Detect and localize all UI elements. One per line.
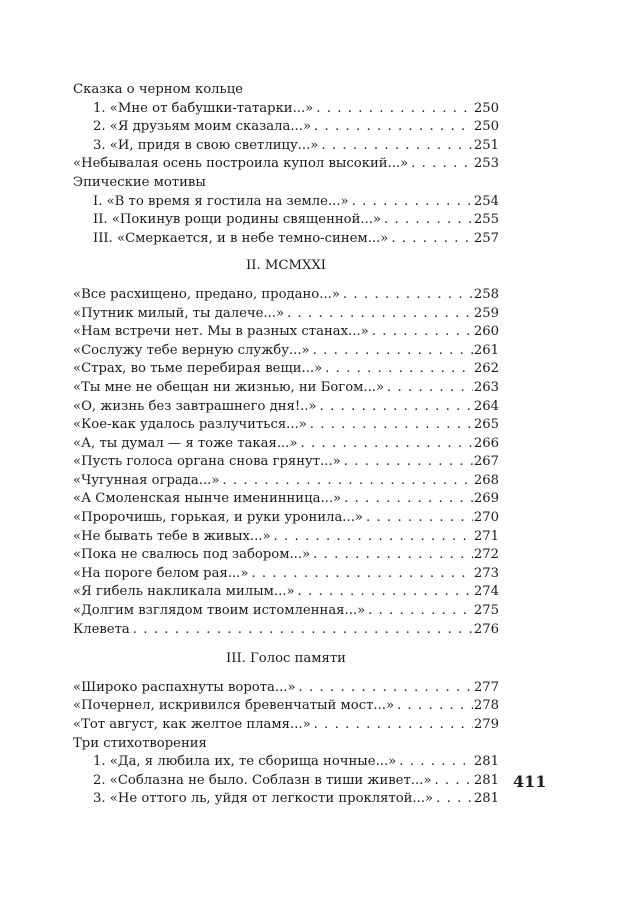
toc-entry	[73, 753, 499, 772]
section-title: II. MCMXXI	[246, 258, 326, 274]
toc-entry-title: «Пока не свалюсь под забором...»	[73, 547, 311, 563]
dot-leader	[310, 416, 473, 435]
toc-entry-title: «Ты мне не обещан ни жизнью, ни Богом...»	[73, 379, 385, 395]
page-number: 411	[513, 772, 547, 791]
toc-entry	[73, 602, 499, 621]
toc-entry-title: Клевета	[73, 621, 130, 637]
toc-entry-page: 267	[473, 454, 499, 470]
toc-entry-title: 1. «Мне от бабушки-татарки...»	[93, 100, 314, 116]
toc-entry	[73, 155, 499, 174]
dot-leader	[387, 379, 473, 398]
toc-entry-title: «Путник милый, ты далече...»	[73, 305, 285, 321]
toc-entry-page: 266	[473, 435, 499, 451]
toc-entry-title: «Я гибель накликала милым...»	[73, 584, 295, 600]
toc-entry-title: I. «В то время я гостила на земле...»	[93, 193, 349, 209]
toc-entry-page: 261	[473, 342, 499, 358]
toc-group	[73, 286, 499, 639]
toc-entry	[73, 583, 499, 602]
toc-entry-title: «Все расхищено, предано, продано...»	[73, 286, 340, 302]
toc-entry	[73, 565, 499, 584]
toc-entry	[73, 342, 499, 361]
toc-entry-title: «Сослужу тебе верную службу...»	[73, 342, 310, 358]
toc-entry-title: «Пусть голоса органа снова грянут...»	[73, 454, 341, 470]
dot-leader	[299, 679, 473, 698]
toc-entry	[73, 100, 499, 119]
toc-entry	[73, 118, 499, 137]
toc-entry-page: 281	[473, 772, 499, 788]
dot-leader	[313, 546, 473, 565]
toc-entry	[73, 679, 499, 698]
toc-entry	[73, 528, 499, 547]
toc-entry-title: 3. «И, придя в свою светлицу...»	[93, 137, 319, 153]
toc-entry-page: 264	[473, 398, 499, 414]
toc-entry	[73, 716, 499, 735]
dot-leader	[344, 453, 473, 472]
toc-entry-title: 2. «Соблазна не было. Соблазн в тиши живет...»	[93, 772, 432, 788]
dot-leader	[436, 790, 473, 809]
toc-entry-page: 257	[473, 230, 499, 246]
toc-entry-page: 278	[473, 698, 499, 714]
toc-entry-page: 251	[473, 137, 499, 153]
toc-entry-page: 263	[473, 379, 499, 395]
toc-entry	[73, 137, 499, 156]
dot-leader	[366, 509, 473, 528]
toc-entry-title: «Не бывать тебе в живых...»	[73, 528, 271, 544]
toc-entry-title: «Почернел, искривился бревенчатый мост...»	[73, 698, 395, 714]
toc-entry	[73, 193, 499, 212]
dot-leader	[251, 565, 472, 584]
toc-entry	[73, 453, 499, 472]
toc-entry-title: «О, жизнь без завтрашнего дня!..»	[73, 398, 317, 414]
dot-leader	[300, 435, 472, 454]
toc-entry	[73, 546, 499, 565]
toc-entry-page: 254	[473, 193, 499, 209]
toc-entry-title: «Тот август, как желтое пламя...»	[73, 717, 311, 732]
toc-entry	[73, 211, 499, 230]
toc-entry-page: 271	[473, 528, 499, 544]
toc-entry-title: «Широко распахнуты ворота...»	[73, 679, 296, 695]
dot-leader	[320, 398, 473, 417]
toc-entry	[73, 360, 499, 379]
dot-leader	[222, 472, 472, 491]
toc-entry	[73, 509, 499, 528]
toc-entry-title: «Страх, во тьме перебирая вещи...»	[73, 361, 323, 377]
toc-group	[73, 679, 499, 735]
toc-entry	[73, 472, 499, 491]
dot-leader	[372, 323, 473, 342]
toc-entry-title: 2. «Я друзьям моим сказала...»	[93, 119, 312, 135]
toc-entry-page: 268	[473, 472, 499, 488]
dot-leader	[344, 490, 473, 509]
toc-entry	[73, 435, 499, 454]
toc-entry	[73, 621, 499, 640]
dot-leader	[352, 193, 473, 212]
toc-entry	[73, 790, 499, 809]
toc-entry-page: 281	[473, 791, 499, 807]
toc-entry-title: «Кое-как удалось разлучиться...»	[73, 417, 307, 433]
toc-entry-title: «На пороге белом рая...»	[73, 565, 249, 581]
toc-entry-title: «Чугунная ограда...»	[73, 472, 220, 488]
dot-leader	[399, 753, 473, 772]
toc-entry	[73, 379, 499, 398]
toc-entry	[73, 490, 499, 509]
toc-entry-page: 260	[473, 324, 499, 340]
dot-leader	[411, 155, 473, 174]
table-of-contents	[73, 81, 499, 809]
toc-entry	[73, 230, 499, 249]
dot-leader	[287, 305, 473, 324]
toc-entry-page: 275	[473, 603, 499, 619]
toc-entry-title: «А, ты думал — я тоже такая...»	[73, 435, 298, 451]
toc-group	[73, 100, 499, 156]
toc-entry-page: 277	[473, 679, 499, 695]
toc-entry-title: 3. «Не оттого ль, уйдя от легкости проклятой...»	[93, 791, 434, 807]
toc-entry-title: «Небывалая осень построила купол высокий...»	[73, 156, 409, 172]
dot-leader	[325, 360, 473, 379]
toc-entry	[73, 305, 499, 324]
toc-heading: Сказка о черном кольце	[73, 82, 243, 97]
dot-leader	[314, 716, 473, 735]
toc-entry-page: 265	[473, 417, 499, 433]
toc-entry-page: 272	[473, 547, 499, 563]
dot-leader	[133, 621, 473, 640]
dot-leader	[313, 342, 473, 361]
dot-leader	[391, 230, 473, 249]
dot-leader	[314, 118, 473, 137]
dot-leader	[397, 697, 473, 716]
toc-entry-page: 250	[473, 119, 499, 135]
toc-heading: Эпические мотивы	[73, 174, 206, 190]
dot-leader	[343, 286, 473, 305]
dot-leader	[274, 528, 473, 547]
toc-entry	[73, 286, 499, 305]
toc-entry-page: 270	[473, 510, 499, 526]
dot-leader	[368, 602, 473, 621]
toc-entry-title: «Нам встречи нет. Мы в разных станах...»	[73, 324, 369, 340]
toc-heading: Три стихотворения	[73, 735, 207, 751]
toc-entry-page: 259	[473, 305, 499, 321]
toc-entry-page: 279	[473, 717, 499, 732]
dot-leader	[298, 583, 473, 602]
dot-leader	[384, 211, 473, 230]
toc-group	[73, 155, 499, 174]
dot-leader	[316, 100, 473, 119]
toc-entry-page: 281	[473, 754, 499, 770]
toc-entry-page: 255	[473, 212, 499, 228]
toc-entry-title: III. «Смеркается, и в небе темно-синем...»	[93, 230, 389, 246]
toc-entry-title: «Пророчишь, горькая, и руки уронила...»	[73, 510, 363, 526]
toc-group	[73, 753, 499, 809]
toc-entry-page: 269	[473, 491, 499, 507]
toc-entry	[73, 323, 499, 342]
toc-entry-title: II. «Покинув рощи родины священной...»	[93, 212, 382, 228]
toc-entry	[73, 697, 499, 716]
dot-leader	[434, 772, 472, 791]
toc-entry-page: 262	[473, 361, 499, 377]
toc-entry-page: 258	[473, 286, 499, 302]
toc-entry-page: 273	[473, 565, 499, 581]
toc-entry-page: 250	[473, 100, 499, 116]
toc-entry	[73, 416, 499, 435]
toc-entry-title: 1. «Да, я любила их, те сборища ночные...»	[93, 754, 397, 770]
toc-entry-page: 274	[473, 584, 499, 600]
toc-entry	[73, 772, 499, 791]
toc-entry-title: «Долгим взглядом твоим истомленная...»	[73, 603, 366, 619]
toc-entry-page: 253	[473, 156, 499, 172]
section-title: III. Голос памяти	[226, 651, 346, 667]
toc-group	[73, 193, 499, 249]
toc-entry-page: 276	[473, 621, 499, 637]
dot-leader	[321, 137, 472, 156]
toc-entry-title: «А Смоленская нынче именинница...»	[73, 491, 342, 507]
toc-entry	[73, 398, 499, 417]
